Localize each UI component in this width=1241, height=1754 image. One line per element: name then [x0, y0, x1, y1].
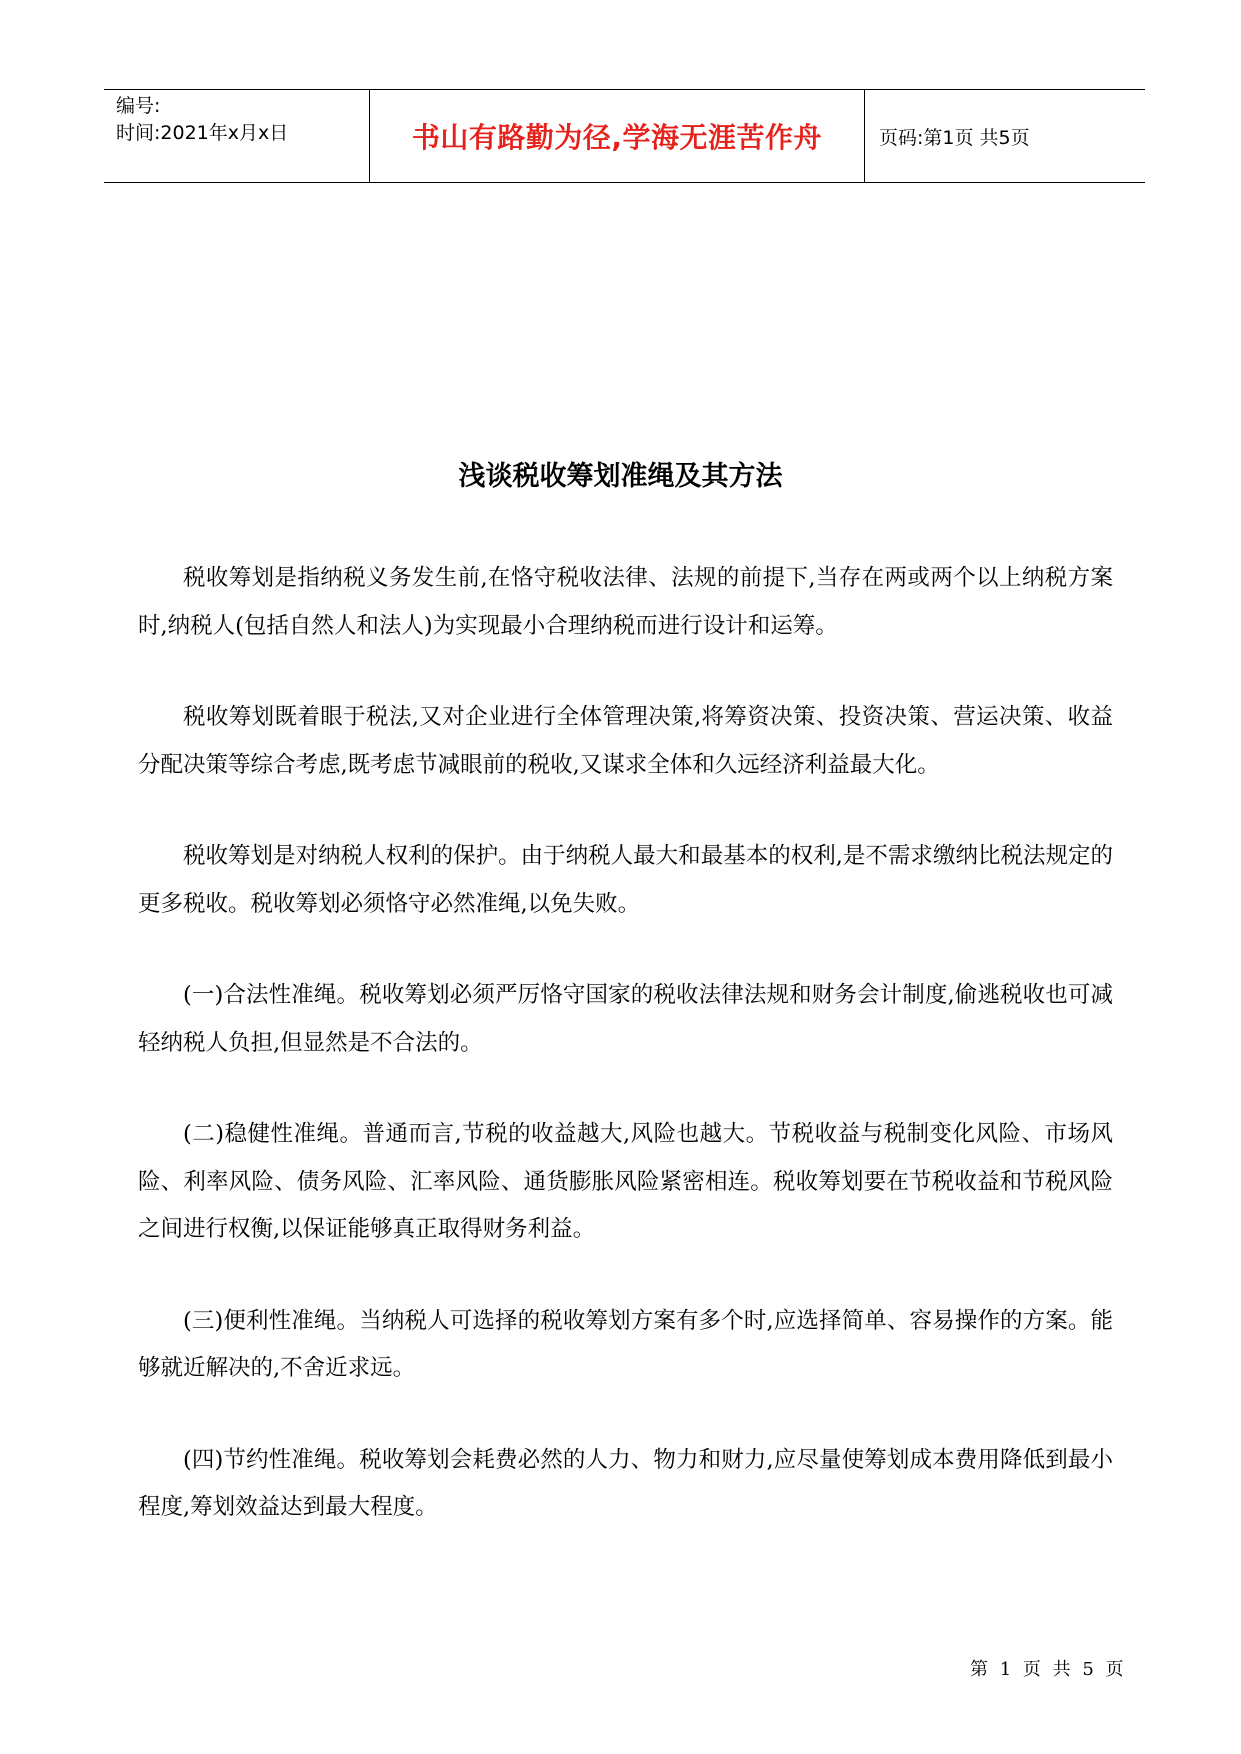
- page-header: [104, 89, 1145, 183]
- paragraph: 税收筹划是对纳税人权利的保护。由于纳税人最大和最基本的权利,是不需求缴纳比税法规定的更多税收。税收筹划必须恪守必然准绳,以免失败。: [138, 843, 1113, 917]
- paragraph: (四)节约性准绳。税收筹划会耗费必然的人力、物力和财力,应尽量使筹划成本费用降低到最小程度,筹划效益达到最大程度。: [138, 1446, 1113, 1520]
- paragraph: (二)稳健性准绳。普通而言,节税的收益越大,风险也越大。节税收益与税制变化风险、市场风险、利率风险、债务风险、汇率风险、通货膨胀风险紧密相连。税收筹划要在节税收益和节税风险之间进行权衡,以保证能够真正取得财务利益。: [138, 1121, 1113, 1242]
- header-motto: 书山有路勤为径,学海无涯苦作舟: [411, 121, 823, 154]
- header-motto-cell: [370, 90, 865, 182]
- document-title: 浅谈税收筹划准绳及其方法: [458, 461, 783, 492]
- paragraph: 税收筹划既着眼于税法,又对企业进行全体管理决策,将筹资决策、投资决策、营运决策、收益分配决策等综合考虑,既考虑节减眼前的税收,又谋求全体和久远经济利益最大化。: [138, 704, 1113, 778]
- paragraph: (一)合法性准绳。税收筹划必须严厉恪守国家的税收法律法规和财务会计制度,偷逃税收也可减轻纳税人负担,但显然是不合法的。: [138, 982, 1113, 1056]
- time-label: 时间:2021年x月x日: [116, 122, 289, 144]
- number-label: 编号:: [116, 95, 161, 117]
- page-footer: 第 1 页 共 5 页: [970, 1659, 1127, 1680]
- header-page-info: 页码:第1页 共5页: [879, 126, 1030, 149]
- paragraph: (三)便利性准绳。当纳税人可选择的税收筹划方案有多个时,应选择简单、容易操作的方案。能够就近解决的,不舍近求远。: [138, 1307, 1113, 1381]
- document-body: [138, 555, 1113, 1576]
- paragraph: 税收筹划是指纳税义务发生前,在恪守税收法律、法规的前提下,当存在两或两个以上纳税方案时,纳税人(包括自然人和法人)为实现最小合理纳税而进行设计和运筹。: [138, 565, 1113, 639]
- header-meta: [104, 90, 370, 182]
